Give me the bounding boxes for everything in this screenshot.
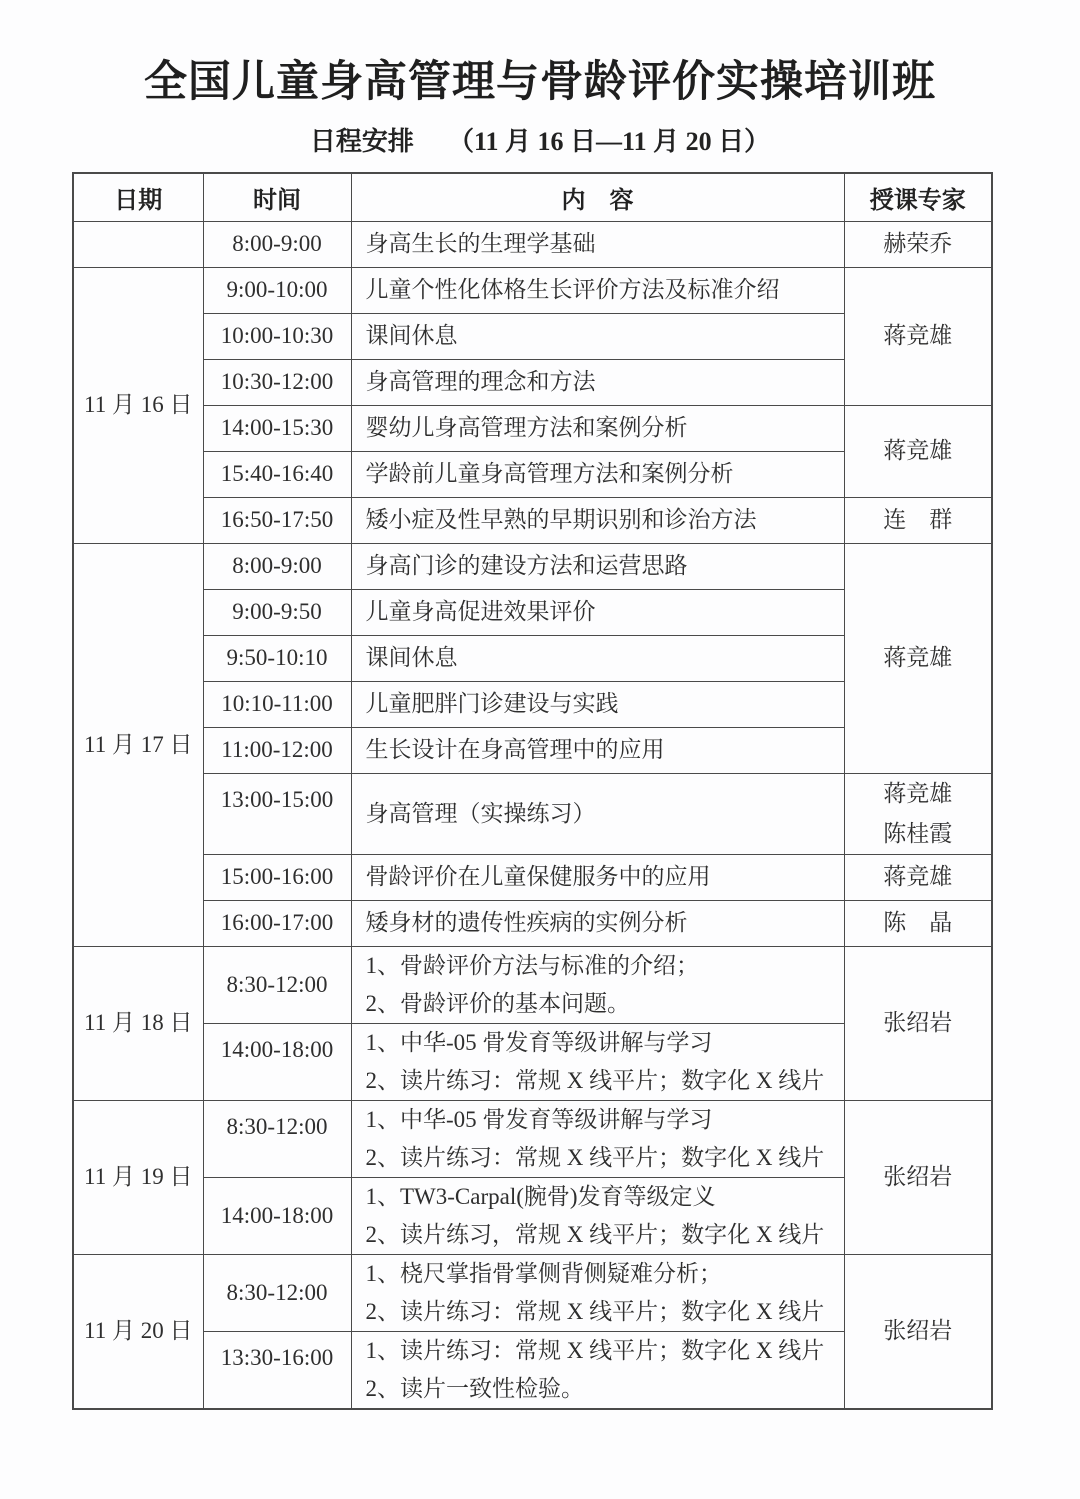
time-cell [203,405,351,451]
time-text: 16:00-17:00 [220,910,334,935]
time-cell [203,221,351,267]
time-text: 15:00-16:00 [220,864,334,889]
expert-cell [844,221,992,267]
table-body [73,221,992,1409]
content-cell [351,727,844,773]
time-cell [203,773,351,854]
time-text: 8:00-9:00 [232,231,322,256]
schedule-row [73,543,992,589]
column-header-expert: 授课专家 [844,173,992,221]
time-text: 10:00-10:30 [220,323,334,348]
time-cell [203,900,351,946]
content-text: 骨龄评价在儿童保健服务中的应用 [365,864,711,889]
expert-cell [844,900,992,946]
time-cell [203,1177,351,1254]
content-cell [351,221,844,267]
expert-text: 赫荣乔 [883,231,953,256]
content-cell [351,1331,844,1409]
time-text: 11:00-12:00 [221,737,333,762]
time-text: 16:50-17:50 [220,507,334,532]
content-text: 1、TW3-Carpal(腕骨)发育等级定义 [365,1183,716,1209]
content-cell [351,681,844,727]
content-text: 身高生长的生理学基础 [365,231,596,256]
date-text: 11 月 17 日 [84,731,193,757]
time-text: 8:00-9:00 [232,553,322,578]
content-text: 1、骨龄评价方法与标准的介绍； [365,952,699,978]
time-cell [203,1100,351,1177]
content-cell [351,405,844,451]
expert-cell [844,946,992,1100]
time-cell [203,497,351,543]
content-cell [351,1100,844,1177]
table-header-row [73,173,992,221]
content-text: 身高管理的理念和方法 [365,369,596,394]
content-text: 课间休息 [365,323,458,348]
content-text: 1、读片练习：常规 X 线平片；数字化 X 线片 [365,1337,825,1363]
time-cell [203,451,351,497]
content-text: 矮小症及性早熟的早期识别和诊治方法 [365,507,757,532]
time-text: 9:50-10:10 [226,645,328,670]
content-cell [351,589,844,635]
time-cell [203,359,351,405]
date-cell [73,221,203,267]
expert-cell [844,773,992,854]
content-text: 课间休息 [365,645,458,670]
content-cell [351,497,844,543]
time-text: 13:30-16:00 [220,1344,334,1370]
time-text: 15:40-16:40 [220,461,334,486]
expert-text: 陈 晶 [883,910,953,935]
expert-text: 连 群 [883,507,953,532]
content-text: 儿童肥胖门诊建设与实践 [365,691,619,716]
expert-text: 张绍岩 [883,1164,953,1189]
page-subtitle [0,121,1080,158]
schedule-row [73,946,992,1023]
schedule-row [73,405,992,451]
content-text: 生长设计在身高管理中的应用 [365,737,665,762]
time-text: 9:00-9:50 [232,599,322,624]
expert-text: 陈桂霞 [883,820,953,846]
content-text: 儿童个性化体格生长评价方法及标准介绍 [365,277,780,302]
content-cell [351,1177,844,1254]
time-cell [203,543,351,589]
content-cell [351,946,844,1023]
schedule-row [73,1100,992,1177]
expert-text: 蒋竞雄 [883,323,953,348]
expert-cell [844,497,992,543]
schedule-table [72,172,993,1410]
expert-cell [844,543,992,773]
time-text: 13:00-15:00 [220,786,334,812]
expert-text: 张绍岩 [883,1010,953,1035]
content-cell [351,900,844,946]
date-cell [73,946,203,1100]
content-text: 矮身材的遗传性疾病的实例分析 [365,910,688,935]
date-cell [73,543,203,946]
expert-text: 蒋竞雄 [883,645,953,670]
content-text: 2、读片练习，常规 X 线平片；数字化 X 线片 [365,1221,825,1247]
time-text: 8:30-12:00 [226,1113,328,1139]
expert-text: 张绍岩 [883,1318,953,1343]
time-text: 14:00-15:30 [220,415,334,440]
expert-cell [844,267,992,405]
time-cell [203,946,351,1023]
content-cell [351,543,844,589]
time-cell [203,635,351,681]
content-cell [351,267,844,313]
content-text: 2、读片练习：常规 X 线平片；数字化 X 线片 [365,1298,825,1324]
column-header-time: 时间 [203,173,351,221]
content-text: 2、骨龄评价的基本问题。 [365,990,630,1016]
time-cell [203,727,351,773]
time-text: 8:30-12:00 [226,1279,328,1305]
content-cell [351,635,844,681]
date-text: 11 月 18 日 [84,1010,193,1035]
schedule-row [73,1254,992,1331]
time-cell [203,681,351,727]
content-text: 学龄前儿童身高管理方法和案例分析 [365,461,734,486]
time-cell [203,313,351,359]
date-cell [73,267,203,543]
time-cell [203,1254,351,1331]
time-text: 10:10-11:00 [221,691,333,716]
column-header-content: 内 容 [351,173,844,221]
expert-cell [844,854,992,900]
schedule-row [73,221,992,267]
schedule-row [73,773,992,854]
date-text: 11 月 16 日 [84,392,193,417]
subtitle-label: 日程安排 [309,127,414,156]
expert-text: 蒋竞雄 [883,438,953,463]
schedule-row [73,900,992,946]
content-text: 2、读片练习：常规 X 线平片；数字化 X 线片 [365,1067,825,1093]
date-text: 11 月 19 日 [84,1164,193,1189]
column-header-date: 日期 [73,173,203,221]
content-cell [351,359,844,405]
time-cell [203,589,351,635]
content-cell [351,773,844,854]
content-text: 1、中华-05 骨发育等级讲解与学习 [365,1029,713,1055]
schedule-row [73,497,992,543]
expert-text: 蒋竞雄 [883,780,953,806]
date-cell [73,1100,203,1254]
schedule-row [73,854,992,900]
date-cell [73,1254,203,1409]
content-cell [351,313,844,359]
content-text: 儿童身高促进效果评价 [365,599,596,624]
expert-cell [844,1100,992,1254]
time-cell [203,267,351,313]
content-text: 2、读片练习：常规 X 线平片；数字化 X 线片 [365,1144,825,1170]
expert-text: 蒋竞雄 [883,864,953,889]
content-cell [351,854,844,900]
time-text: 8:30-12:00 [226,971,328,997]
time-cell [203,1331,351,1409]
content-cell [351,1023,844,1100]
time-text: 9:00-10:00 [226,277,328,302]
subtitle-date-range: （11 月 16 日—11 月 20 日） [447,127,771,156]
time-cell [203,1023,351,1100]
content-text: 1、桡尺掌指骨掌侧背侧疑难分析； [365,1260,722,1286]
time-text: 10:30-12:00 [220,369,334,394]
time-text: 14:00-18:00 [220,1036,334,1062]
expert-cell [844,1254,992,1409]
content-cell [351,451,844,497]
content-text: 1、中华-05 骨发育等级讲解与学习 [365,1106,713,1132]
page-title: 全国儿童身高管理与骨龄评价实操培训班 [144,59,936,106]
content-text: 身高门诊的建设方法和运营思路 [365,553,688,578]
content-text: 婴幼儿身高管理方法和案例分析 [365,415,688,440]
expert-cell [844,405,992,497]
content-text: 2、读片一致性检验。 [365,1375,584,1401]
content-text: 身高管理（实操练习） [365,800,596,826]
date-text: 11 月 20 日 [84,1318,193,1343]
time-text: 14:00-18:00 [220,1202,334,1228]
content-cell [351,1254,844,1331]
schedule-row [73,267,992,313]
time-cell [203,854,351,900]
